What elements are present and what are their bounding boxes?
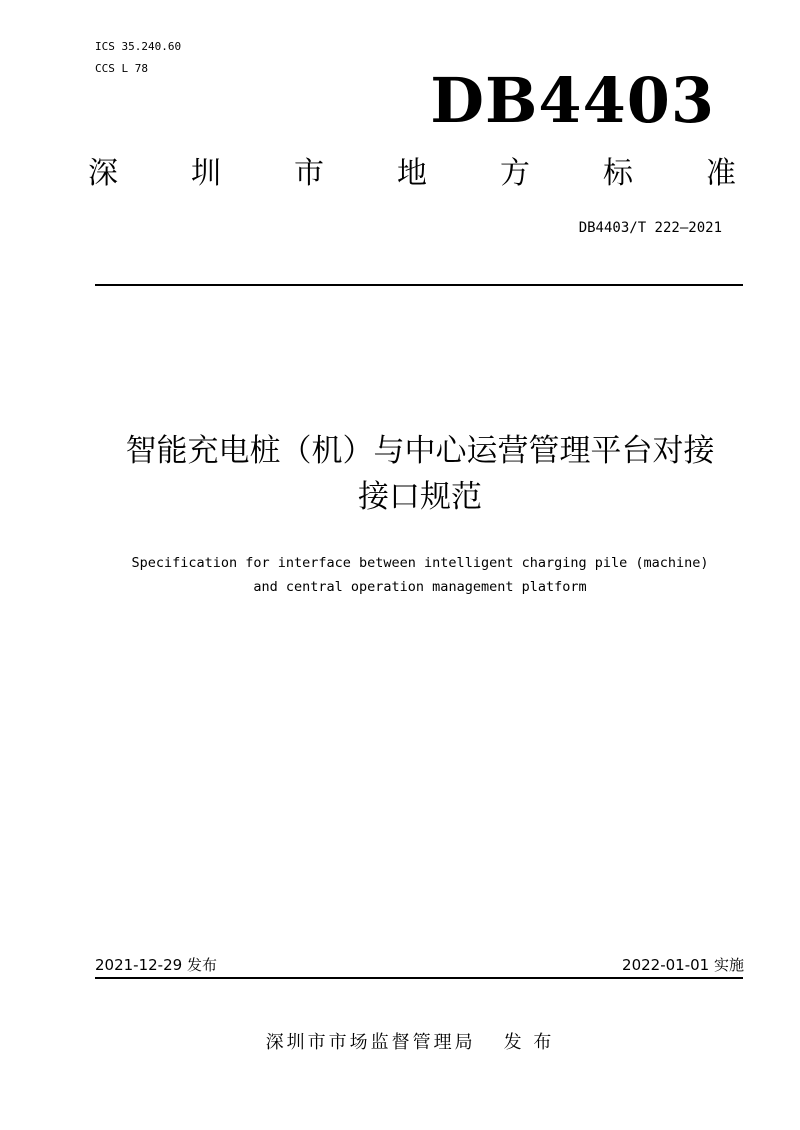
standard-type-char: 标 xyxy=(603,156,633,191)
chinese-title xyxy=(60,428,780,520)
english-title xyxy=(60,551,780,599)
standard-type-char: 地 xyxy=(397,156,427,191)
db-logo: DB4403 xyxy=(430,64,715,137)
top-divider xyxy=(95,284,743,286)
english-title-line2: and central operation management platform xyxy=(253,579,587,595)
issuer-action: 发 布 xyxy=(503,1032,555,1053)
issuer-line xyxy=(0,1030,800,1056)
ics-code: ICS 35.240.60 xyxy=(95,40,182,53)
standard-type xyxy=(88,154,736,194)
standard-type-char: 准 xyxy=(706,156,736,191)
ccs-code: CCS L 78 xyxy=(95,62,148,75)
chinese-title-line2: 接口规范 xyxy=(358,479,482,515)
standard-type-char: 深 xyxy=(88,156,118,191)
implementation-date: 2022-01-01 实施 xyxy=(622,956,744,974)
standard-type-char: 市 xyxy=(294,156,324,191)
standard-type-char: 圳 xyxy=(191,156,221,191)
chinese-title-line1: 智能充电桩（机）与中心运营管理平台对接 xyxy=(125,433,715,469)
standard-number: DB4403/T 222—2021 xyxy=(578,220,722,236)
bottom-divider xyxy=(95,977,743,979)
issuer-name: 深圳市市场监督管理局 xyxy=(265,1032,476,1053)
standard-type-char: 方 xyxy=(500,156,530,191)
issue-date: 2021-12-29 发布 xyxy=(95,956,217,974)
english-title-line1: Specification for interface between intelligent charging pile (machine) xyxy=(131,555,709,571)
